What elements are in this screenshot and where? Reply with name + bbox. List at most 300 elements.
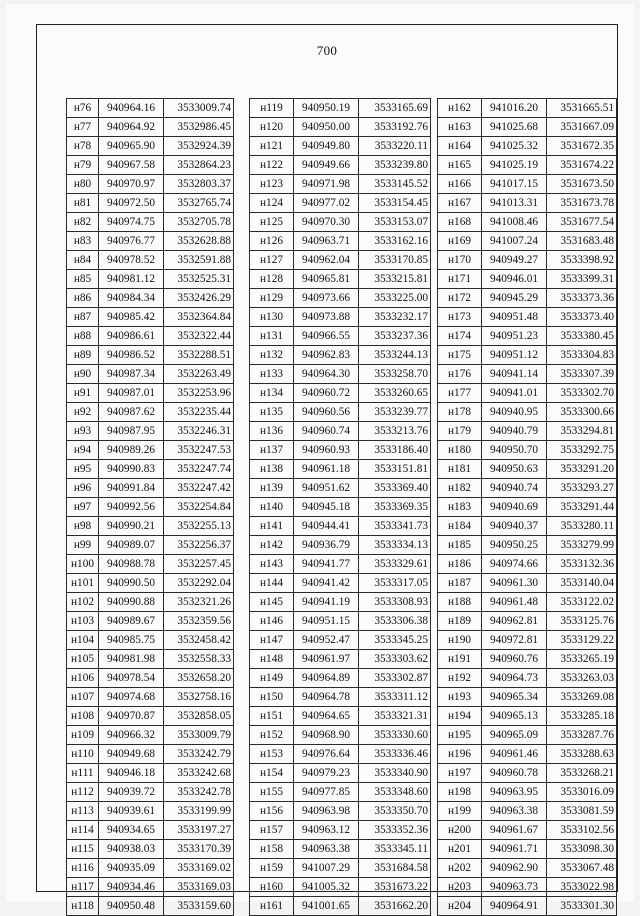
table-row (250, 289, 431, 308)
x-coordinate-cell: 940989.26 (99, 441, 164, 460)
table-row (250, 194, 431, 213)
table-row (438, 289, 617, 308)
point-id-cell: н81 (67, 194, 99, 213)
x-coordinate-cell: 940940.74 (482, 479, 547, 498)
x-coordinate-cell: 940940.69 (482, 498, 547, 517)
point-id-cell: н163 (438, 118, 482, 137)
table-row (438, 498, 617, 517)
y-coordinate-cell: 3533067.48 (547, 859, 617, 878)
point-id-cell: н115 (67, 840, 99, 859)
y-coordinate-cell: 3531684.58 (359, 859, 431, 878)
x-coordinate-cell: 941013.31 (482, 194, 547, 213)
x-coordinate-cell: 940950.63 (482, 460, 547, 479)
point-id-cell: н118 (67, 897, 99, 916)
table-row (67, 707, 234, 726)
point-id-cell: н123 (250, 175, 294, 194)
y-coordinate-cell: 3532986.45 (164, 118, 234, 137)
y-coordinate-cell: 3531674.22 (547, 156, 617, 175)
x-coordinate-cell: 940963.71 (294, 232, 359, 251)
table-row (67, 859, 234, 878)
point-id-cell: н159 (250, 859, 294, 878)
x-coordinate-cell: 940960.76 (482, 650, 547, 669)
point-id-cell: н82 (67, 213, 99, 232)
table-row (67, 270, 234, 289)
table-row (67, 308, 234, 327)
point-id-cell: н127 (250, 251, 294, 270)
point-id-cell: н78 (67, 137, 99, 156)
x-coordinate-cell: 940978.52 (99, 251, 164, 270)
x-coordinate-cell: 940963.38 (294, 840, 359, 859)
x-coordinate-cell: 940985.75 (99, 631, 164, 650)
y-coordinate-cell: 3532263.49 (164, 365, 234, 384)
y-coordinate-cell: 3533170.39 (164, 840, 234, 859)
x-coordinate-cell: 940960.74 (294, 422, 359, 441)
table-row (67, 536, 234, 555)
x-coordinate-cell: 941025.68 (482, 118, 547, 137)
point-id-cell: н177 (438, 384, 482, 403)
x-coordinate-cell: 940946.01 (482, 270, 547, 289)
table-row (250, 251, 431, 270)
point-id-cell: н174 (438, 327, 482, 346)
point-id-cell: н83 (67, 232, 99, 251)
y-coordinate-cell: 3531672.35 (547, 137, 617, 156)
y-coordinate-cell: 3532247.74 (164, 460, 234, 479)
point-id-cell: н109 (67, 726, 99, 745)
table-row (67, 498, 234, 517)
point-id-cell: н195 (438, 726, 482, 745)
point-id-cell: н192 (438, 669, 482, 688)
point-id-cell: н96 (67, 479, 99, 498)
table-row (67, 422, 234, 441)
coordinates-table-3 (437, 98, 617, 916)
y-coordinate-cell: 3533242.68 (164, 764, 234, 783)
y-coordinate-cell: 3533081.59 (547, 802, 617, 821)
x-coordinate-cell: 940934.46 (99, 878, 164, 897)
x-coordinate-cell: 940951.12 (482, 346, 547, 365)
x-coordinate-cell: 940961.71 (482, 840, 547, 859)
point-id-cell: н100 (67, 555, 99, 574)
table-row (250, 840, 431, 859)
y-coordinate-cell: 3532864.23 (164, 156, 234, 175)
y-coordinate-cell: 3533132.36 (547, 555, 617, 574)
y-coordinate-cell: 3533220.11 (359, 137, 431, 156)
table-row (67, 612, 234, 631)
x-coordinate-cell: 940965.09 (482, 726, 547, 745)
point-id-cell: н148 (250, 650, 294, 669)
table-row (250, 441, 431, 460)
table-row (438, 745, 617, 764)
table-row (438, 156, 617, 175)
point-id-cell: н86 (67, 289, 99, 308)
table-row (250, 517, 431, 536)
table-row (67, 593, 234, 612)
y-coordinate-cell: 3533237.36 (359, 327, 431, 346)
x-coordinate-cell: 941016.20 (482, 99, 547, 118)
point-id-cell: н176 (438, 365, 482, 384)
x-coordinate-cell: 940949.66 (294, 156, 359, 175)
y-coordinate-cell: 3532321.26 (164, 593, 234, 612)
y-coordinate-cell: 3533162.16 (359, 232, 431, 251)
x-coordinate-cell: 940951.15 (294, 612, 359, 631)
point-id-cell: н167 (438, 194, 482, 213)
table-row (250, 308, 431, 327)
x-coordinate-cell: 940951.62 (294, 479, 359, 498)
x-coordinate-cell: 940985.42 (99, 308, 164, 327)
point-id-cell: н165 (438, 156, 482, 175)
y-coordinate-cell: 3532705.78 (164, 213, 234, 232)
table-row (67, 99, 234, 118)
table-row (67, 840, 234, 859)
table-row (67, 783, 234, 802)
point-id-cell: н191 (438, 650, 482, 669)
y-coordinate-cell: 3531673.50 (547, 175, 617, 194)
y-coordinate-cell: 3533215.81 (359, 270, 431, 289)
y-coordinate-cell: 3533145.52 (359, 175, 431, 194)
x-coordinate-cell: 941008.46 (482, 213, 547, 232)
table-row (438, 593, 617, 612)
x-coordinate-cell: 940952.47 (294, 631, 359, 650)
y-coordinate-cell: 3532247.53 (164, 441, 234, 460)
y-coordinate-cell: 3533330.60 (359, 726, 431, 745)
x-coordinate-cell: 941007.24 (482, 232, 547, 251)
table-row (250, 669, 431, 688)
y-coordinate-cell: 3532765.74 (164, 194, 234, 213)
point-id-cell: н161 (250, 897, 294, 916)
point-id-cell: н157 (250, 821, 294, 840)
y-coordinate-cell: 3533373.40 (547, 308, 617, 327)
point-id-cell: н98 (67, 517, 99, 536)
table-row (250, 460, 431, 479)
y-coordinate-cell: 3532246.31 (164, 422, 234, 441)
coordinates-table-2 (249, 98, 431, 916)
y-coordinate-cell: 3532235.44 (164, 403, 234, 422)
x-coordinate-cell: 940964.89 (294, 669, 359, 688)
x-coordinate-cell: 940962.90 (482, 859, 547, 878)
x-coordinate-cell: 940978.54 (99, 669, 164, 688)
point-id-cell: н183 (438, 498, 482, 517)
document-page (6, 4, 634, 912)
x-coordinate-cell: 940987.34 (99, 365, 164, 384)
table-row (438, 308, 617, 327)
x-coordinate-cell: 940987.62 (99, 403, 164, 422)
y-coordinate-cell: 3533258.70 (359, 365, 431, 384)
x-coordinate-cell: 940992.56 (99, 498, 164, 517)
x-coordinate-cell: 940949.27 (482, 251, 547, 270)
x-coordinate-cell: 940964.91 (482, 897, 547, 916)
y-coordinate-cell: 3533369.35 (359, 498, 431, 517)
x-coordinate-cell: 940965.34 (482, 688, 547, 707)
y-coordinate-cell: 3532803.37 (164, 175, 234, 194)
x-coordinate-cell: 940973.66 (294, 289, 359, 308)
point-id-cell: н201 (438, 840, 482, 859)
point-id-cell: н134 (250, 384, 294, 403)
point-id-cell: н140 (250, 498, 294, 517)
x-coordinate-cell: 940974.75 (99, 213, 164, 232)
y-coordinate-cell: 3531665.51 (547, 99, 617, 118)
table-row (250, 631, 431, 650)
table-row (250, 175, 431, 194)
x-coordinate-cell: 940974.68 (99, 688, 164, 707)
x-coordinate-cell: 940939.72 (99, 783, 164, 802)
table-row (67, 897, 234, 916)
y-coordinate-cell: 3533242.79 (164, 745, 234, 764)
x-coordinate-cell: 941005.32 (294, 878, 359, 897)
x-coordinate-cell: 940964.65 (294, 707, 359, 726)
table-row (250, 821, 431, 840)
y-coordinate-cell: 3533239.80 (359, 156, 431, 175)
x-coordinate-cell: 940966.32 (99, 726, 164, 745)
x-coordinate-cell: 940984.34 (99, 289, 164, 308)
table-row (250, 897, 431, 916)
point-id-cell: н200 (438, 821, 482, 840)
point-id-cell: н108 (67, 707, 99, 726)
x-coordinate-cell: 940962.83 (294, 346, 359, 365)
y-coordinate-cell: 3533321.31 (359, 707, 431, 726)
table-row (67, 650, 234, 669)
table-row (67, 289, 234, 308)
table-row (67, 175, 234, 194)
table-row (250, 650, 431, 669)
table-row (438, 422, 617, 441)
point-id-cell: н169 (438, 232, 482, 251)
y-coordinate-cell: 3533369.40 (359, 479, 431, 498)
table-row (438, 327, 617, 346)
table-row (67, 517, 234, 536)
y-coordinate-cell: 3532253.96 (164, 384, 234, 403)
x-coordinate-cell: 940950.00 (294, 118, 359, 137)
y-coordinate-cell: 3533317.05 (359, 574, 431, 593)
point-id-cell: н189 (438, 612, 482, 631)
table-row (250, 612, 431, 631)
point-id-cell: н91 (67, 384, 99, 403)
point-id-cell: н104 (67, 631, 99, 650)
table-row (67, 574, 234, 593)
table-row (438, 783, 617, 802)
x-coordinate-cell: 940967.58 (99, 156, 164, 175)
point-id-cell: н107 (67, 688, 99, 707)
point-id-cell: н203 (438, 878, 482, 897)
x-coordinate-cell: 940990.50 (99, 574, 164, 593)
x-coordinate-cell: 940939.61 (99, 802, 164, 821)
point-id-cell: н132 (250, 346, 294, 365)
table-row (250, 403, 431, 422)
point-id-cell: н152 (250, 726, 294, 745)
y-coordinate-cell: 3533380.45 (547, 327, 617, 346)
point-id-cell: н133 (250, 365, 294, 384)
point-id-cell: н172 (438, 289, 482, 308)
y-coordinate-cell: 3533140.04 (547, 574, 617, 593)
x-coordinate-cell: 941007.29 (294, 859, 359, 878)
y-coordinate-cell: 3533102.56 (547, 821, 617, 840)
x-coordinate-cell: 940960.93 (294, 441, 359, 460)
y-coordinate-cell: 3533306.38 (359, 612, 431, 631)
x-coordinate-cell: 940973.88 (294, 308, 359, 327)
point-id-cell: н147 (250, 631, 294, 650)
y-coordinate-cell: 3533300.66 (547, 403, 617, 422)
point-id-cell: н202 (438, 859, 482, 878)
y-coordinate-cell: 3533260.65 (359, 384, 431, 403)
x-coordinate-cell: 940972.50 (99, 194, 164, 213)
point-id-cell: н168 (438, 213, 482, 232)
table-row (250, 859, 431, 878)
table-row (67, 156, 234, 175)
y-coordinate-cell: 3533225.00 (359, 289, 431, 308)
y-coordinate-cell: 3533265.19 (547, 650, 617, 669)
x-coordinate-cell: 940961.67 (482, 821, 547, 840)
y-coordinate-cell: 3532257.45 (164, 555, 234, 574)
y-coordinate-cell: 3533125.76 (547, 612, 617, 631)
y-coordinate-cell: 3533304.83 (547, 346, 617, 365)
table-row (67, 384, 234, 403)
x-coordinate-cell: 940977.85 (294, 783, 359, 802)
y-coordinate-cell: 3531683.48 (547, 232, 617, 251)
x-coordinate-cell: 940940.79 (482, 422, 547, 441)
x-coordinate-cell: 940972.81 (482, 631, 547, 650)
table-row (250, 878, 431, 897)
point-id-cell: н85 (67, 270, 99, 289)
x-coordinate-cell: 940963.73 (482, 878, 547, 897)
y-coordinate-cell: 3533165.69 (359, 99, 431, 118)
table-row (67, 137, 234, 156)
point-id-cell: н198 (438, 783, 482, 802)
x-coordinate-cell: 940961.97 (294, 650, 359, 669)
y-coordinate-cell: 3533302.87 (359, 669, 431, 688)
y-coordinate-cell: 3533293.27 (547, 479, 617, 498)
y-coordinate-cell: 3533244.13 (359, 346, 431, 365)
y-coordinate-cell: 3533192.76 (359, 118, 431, 137)
table-row (438, 213, 617, 232)
table-row (67, 441, 234, 460)
y-coordinate-cell: 3532525.31 (164, 270, 234, 289)
x-coordinate-cell: 940950.48 (99, 897, 164, 916)
point-id-cell: н158 (250, 840, 294, 859)
x-coordinate-cell: 940946.18 (99, 764, 164, 783)
x-coordinate-cell: 940970.97 (99, 175, 164, 194)
table-row (67, 118, 234, 137)
point-id-cell: н196 (438, 745, 482, 764)
y-coordinate-cell: 3532255.13 (164, 517, 234, 536)
table-row (250, 688, 431, 707)
point-id-cell: н95 (67, 460, 99, 479)
y-coordinate-cell: 3533287.76 (547, 726, 617, 745)
y-coordinate-cell: 3533009.74 (164, 99, 234, 118)
table-row (438, 384, 617, 403)
table-row (250, 479, 431, 498)
x-coordinate-cell: 940989.67 (99, 612, 164, 631)
table-row (67, 802, 234, 821)
y-coordinate-cell: 3533022.98 (547, 878, 617, 897)
x-coordinate-cell: 940981.12 (99, 270, 164, 289)
y-coordinate-cell: 3533151.81 (359, 460, 431, 479)
table-row (438, 859, 617, 878)
table-row (250, 536, 431, 555)
x-coordinate-cell: 940964.30 (294, 365, 359, 384)
table-row (67, 403, 234, 422)
y-coordinate-cell: 3533239.77 (359, 403, 431, 422)
table-row (438, 555, 617, 574)
y-coordinate-cell: 3533340.90 (359, 764, 431, 783)
y-coordinate-cell: 3533302.70 (547, 384, 617, 403)
x-coordinate-cell: 941017.15 (482, 175, 547, 194)
point-id-cell: н80 (67, 175, 99, 194)
coordinates-table-1 (66, 98, 234, 916)
point-id-cell: н186 (438, 555, 482, 574)
x-coordinate-cell: 940979.23 (294, 764, 359, 783)
table-row (250, 574, 431, 593)
point-id-cell: н188 (438, 593, 482, 612)
x-coordinate-cell: 940950.19 (294, 99, 359, 118)
table-row (67, 194, 234, 213)
table-row (438, 479, 617, 498)
x-coordinate-cell: 940950.25 (482, 536, 547, 555)
y-coordinate-cell: 3533170.85 (359, 251, 431, 270)
table-row (67, 726, 234, 745)
point-id-cell: н162 (438, 99, 482, 118)
table-row (67, 251, 234, 270)
table-row (438, 270, 617, 289)
point-id-cell: н142 (250, 536, 294, 555)
y-coordinate-cell: 3533285.18 (547, 707, 617, 726)
x-coordinate-cell: 940951.48 (482, 308, 547, 327)
y-coordinate-cell: 3533280.11 (547, 517, 617, 536)
table-row (250, 707, 431, 726)
y-coordinate-cell: 3533268.21 (547, 764, 617, 783)
point-id-cell: н97 (67, 498, 99, 517)
point-id-cell: н155 (250, 783, 294, 802)
y-coordinate-cell: 3533303.62 (359, 650, 431, 669)
y-coordinate-cell: 3533334.13 (359, 536, 431, 555)
y-coordinate-cell: 3531673.78 (547, 194, 617, 213)
table-row (438, 137, 617, 156)
table-row (250, 270, 431, 289)
x-coordinate-cell: 940965.13 (482, 707, 547, 726)
point-id-cell: н199 (438, 802, 482, 821)
point-id-cell: н179 (438, 422, 482, 441)
y-coordinate-cell: 3532458.42 (164, 631, 234, 650)
point-id-cell: н87 (67, 308, 99, 327)
x-coordinate-cell: 940963.98 (294, 802, 359, 821)
table-row (67, 346, 234, 365)
y-coordinate-cell: 3533294.81 (547, 422, 617, 441)
x-coordinate-cell: 940976.77 (99, 232, 164, 251)
point-id-cell: н151 (250, 707, 294, 726)
x-coordinate-cell: 940990.83 (99, 460, 164, 479)
point-id-cell: н145 (250, 593, 294, 612)
point-id-cell: н153 (250, 745, 294, 764)
y-coordinate-cell: 3532254.84 (164, 498, 234, 517)
table-row (250, 384, 431, 403)
table-row (250, 783, 431, 802)
point-id-cell: н135 (250, 403, 294, 422)
x-coordinate-cell: 940938.03 (99, 840, 164, 859)
x-coordinate-cell: 940977.02 (294, 194, 359, 213)
y-coordinate-cell: 3533279.99 (547, 536, 617, 555)
point-id-cell: н103 (67, 612, 99, 631)
table-row (438, 365, 617, 384)
point-id-cell: н144 (250, 574, 294, 593)
y-coordinate-cell: 3533345.11 (359, 840, 431, 859)
y-coordinate-cell: 3533292.75 (547, 441, 617, 460)
point-id-cell: н125 (250, 213, 294, 232)
y-coordinate-cell: 3533153.07 (359, 213, 431, 232)
point-id-cell: н116 (67, 859, 99, 878)
table-row (438, 536, 617, 555)
point-id-cell: н76 (67, 99, 99, 118)
table-row (250, 327, 431, 346)
table-row (67, 688, 234, 707)
table-row (438, 840, 617, 859)
table-row (438, 194, 617, 213)
